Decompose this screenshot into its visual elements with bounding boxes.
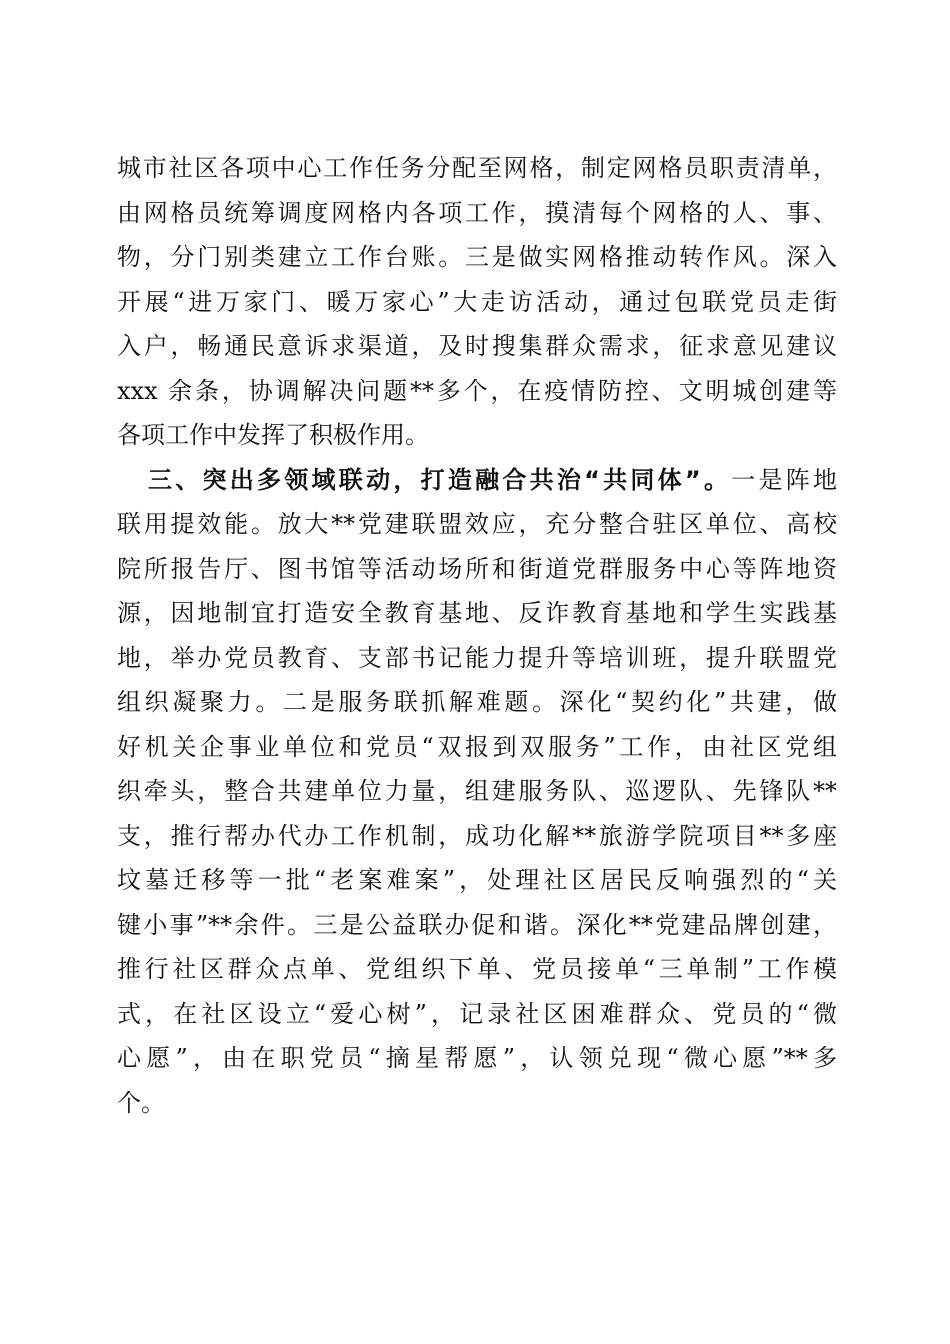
text-line: 支，推行帮办代办工作机制，成功化解**旅游学院项目**多座: [117, 821, 837, 850]
text-line: 个。: [117, 1088, 165, 1117]
text-line: 心愿”，由在职党员“摘星帮愿”，认领兑现“微心愿”**多: [117, 1044, 837, 1072]
text-line: xxx 余条，协调解决问题**多个，在疫情防控、文明城创建等: [117, 376, 837, 405]
text-line: 城市社区各项中心工作任务分配至网格，制定网格员职责清单，: [117, 154, 837, 182]
text-line: 由网格员统筹调度网格内各项工作，摸清每个网格的人、事、: [117, 198, 837, 227]
section-heading: 三、突出多领域联动，打造融合共治“共同体”。: [148, 465, 732, 494]
text-line: 院所报告厅、图书馆等活动场所和街道党群服务中心等阵地资: [117, 554, 837, 583]
heading-continuation: 一是阵地: [731, 465, 838, 494]
text-line: 式，在社区设立“爱心树”，记录社区困难群众、党员的“微: [117, 999, 837, 1028]
text-line: 联用提效能。放大**党建联盟效应，充分整合驻区单位、高校: [117, 510, 837, 538]
text-line: 开展“进万家门、暖万家心”大走访活动，通过包联党员走街: [117, 287, 837, 316]
text-line: 各项工作中发挥了积极作用。: [117, 421, 429, 449]
text-line: 推行社区群众点单、党组织下单、党员接单“三单制”工作模: [117, 955, 837, 983]
text-line: 物，分门别类建立工作台账。三是做实网格推动转作风。深入: [117, 243, 837, 271]
text-line: 入户，畅通民意诉求渠道，及时搜集群众需求，征求意见建议: [117, 332, 837, 360]
text-line: 地，举办党员教育、支部书记能力提升等培训班，提升联盟党: [117, 643, 837, 672]
text-line: 坟墓迁移等一批“老案难案”，处理社区居民反响强烈的“关: [117, 866, 837, 894]
section-heading-line: [117, 458, 837, 503]
text-line: 组织凝聚力。二是服务联抓解难题。深化“契约化”共建，做: [117, 688, 837, 716]
paragraph-grid-work: [117, 146, 837, 458]
paragraph-section-three: [117, 458, 837, 1126]
text-line: 源，因地制宜打造安全教育基地、反诈教育基地和学生实践基: [117, 599, 837, 627]
text-line: 织牵头，整合共建单位力量，组建服务队、巡逻队、先锋队**: [117, 777, 837, 805]
text-line: 键小事”**余件。三是公益联办促和谐。深化**党建品牌创建，: [117, 910, 837, 939]
document-page: [117, 146, 837, 1125]
text-line: 好机关企事业单位和党员“双报到双服务”工作，由社区党组: [117, 732, 837, 761]
